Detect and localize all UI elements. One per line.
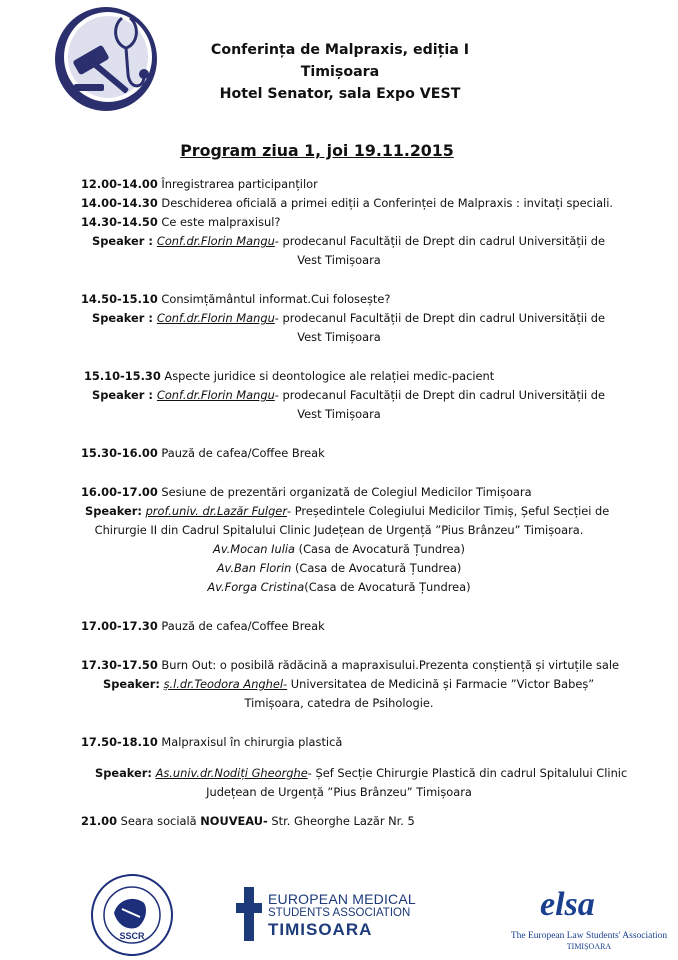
speaker-line: Speaker : Conf.dr.Florin Mangu- prodecanul Facultății de Drept din cadrul Universității de bbox=[92, 234, 605, 248]
speaker-line: Vest Timișoara bbox=[297, 330, 381, 344]
program-item: 21.00 Seara socială NOUVEAU- Str. Gheorghe Lazăr Nr. 5 bbox=[81, 814, 415, 828]
elsa-wordmark: elsa bbox=[540, 886, 595, 923]
speaker-line: Speaker: As.univ.dr.Nodiți Gheorghe- Șef Secție Chirurgie Plastică din cadrul Spitalului Clinic bbox=[95, 766, 628, 780]
elsa-line2: TIMIȘOARA bbox=[566, 942, 612, 951]
speaker-line: Speaker: ș.l.dr.Teodora Anghel- Universitatea de Medicină și Farmacie ”Victor Babeș” bbox=[103, 677, 595, 691]
header-title: Conferința de Malpraxis, ediția I bbox=[210, 42, 470, 58]
program-item: 12.00-14.00 Înregistrarea participanților bbox=[81, 177, 318, 191]
speaker-line: Timișoara, catedra de Psihologie. bbox=[244, 696, 434, 710]
program-item: 17.30-17.50 Burn Out: o posibilă rădăcină a mapraxisului.Prezenta conștiență și virtuțile sale bbox=[81, 658, 620, 672]
header-city: Timișoara bbox=[300, 64, 380, 80]
program-item: 17.00-17.30 Pauză de cafea/Coffee Break bbox=[81, 619, 325, 633]
speaker-line: Av.Mocan Iulia (Casa de Avocatură Țundrea) bbox=[213, 542, 465, 556]
conference-logo bbox=[52, 4, 160, 114]
program-item: 14.00-14.30 Deschiderea oficială a primei ediții a Conferinței de Malpraxis : invitați speciali. bbox=[81, 196, 614, 210]
sscr-logo bbox=[88, 873, 176, 957]
program-item: 16.00-17.00 Sesiune de prezentări organizată de Colegiul Medicilor Timișoara bbox=[81, 485, 532, 499]
speaker-line: Speaker : Conf.dr.Florin Mangu- prodecanul Facultății de Drept din cadrul Universității de bbox=[92, 311, 605, 325]
speaker-line: Av.Ban Florin (Casa de Avocatură Țundrea) bbox=[216, 561, 462, 575]
program-item: 14.30-14.50 Ce este malpraxisul? bbox=[81, 215, 281, 229]
sscr-label: SSCR bbox=[119, 931, 145, 941]
medical-cross-icon bbox=[236, 887, 262, 941]
emsa-line2: STUDENTS ASSOCIATION bbox=[268, 907, 411, 919]
emsa-line3: TIMISOARA bbox=[268, 920, 373, 939]
speaker-line: Speaker : Conf.dr.Florin Mangu- prodecanul Facultății de Drept din cadrul Universității de bbox=[92, 388, 605, 402]
elsa-logo bbox=[504, 886, 674, 952]
emsa-line1: EUROPEAN MEDICAL bbox=[268, 891, 416, 907]
program-title: Program ziua 1, joi 19.11.2015 bbox=[180, 141, 454, 160]
elsa-line1: The European Law Students' Association bbox=[510, 931, 668, 941]
program-item: 15.30-16.00 Pauză de cafea/Coffee Break bbox=[81, 446, 325, 460]
speaker-line: Speaker: prof.univ. dr.Lazăr Fulger- Președintele Colegiului Medicilor Timiș, Șeful Secției de bbox=[85, 504, 610, 518]
speaker-line: Chirurgie II din Cadrul Spitalului Clinic Județean de Urgență ”Pius Brânzeu” Timișoara. bbox=[94, 523, 584, 537]
speaker-line: Vest Timișoara bbox=[297, 407, 381, 421]
program-item: 15.10-15.30 Aspecte juridice si deontologice ale relației medic-pacient bbox=[84, 369, 495, 383]
speaker-line: Av.Forga Cristina(Casa de Avocatură Țundrea) bbox=[207, 580, 471, 594]
speaker-line: Județean de Urgență ”Pius Brânzeu” Timișoara bbox=[206, 785, 472, 799]
program-item: 17.50-18.10 Malpraxisul în chirurgia plastică bbox=[81, 735, 343, 749]
speaker-line: Vest Timișoara bbox=[297, 253, 381, 267]
conference-header bbox=[180, 39, 500, 105]
program-item: 14.50-15.10 Consimțământul informat.Cui folosește? bbox=[81, 292, 391, 306]
emsa-logo bbox=[236, 885, 436, 945]
header-venue: Hotel Senator, sala Expo VEST bbox=[219, 86, 461, 102]
